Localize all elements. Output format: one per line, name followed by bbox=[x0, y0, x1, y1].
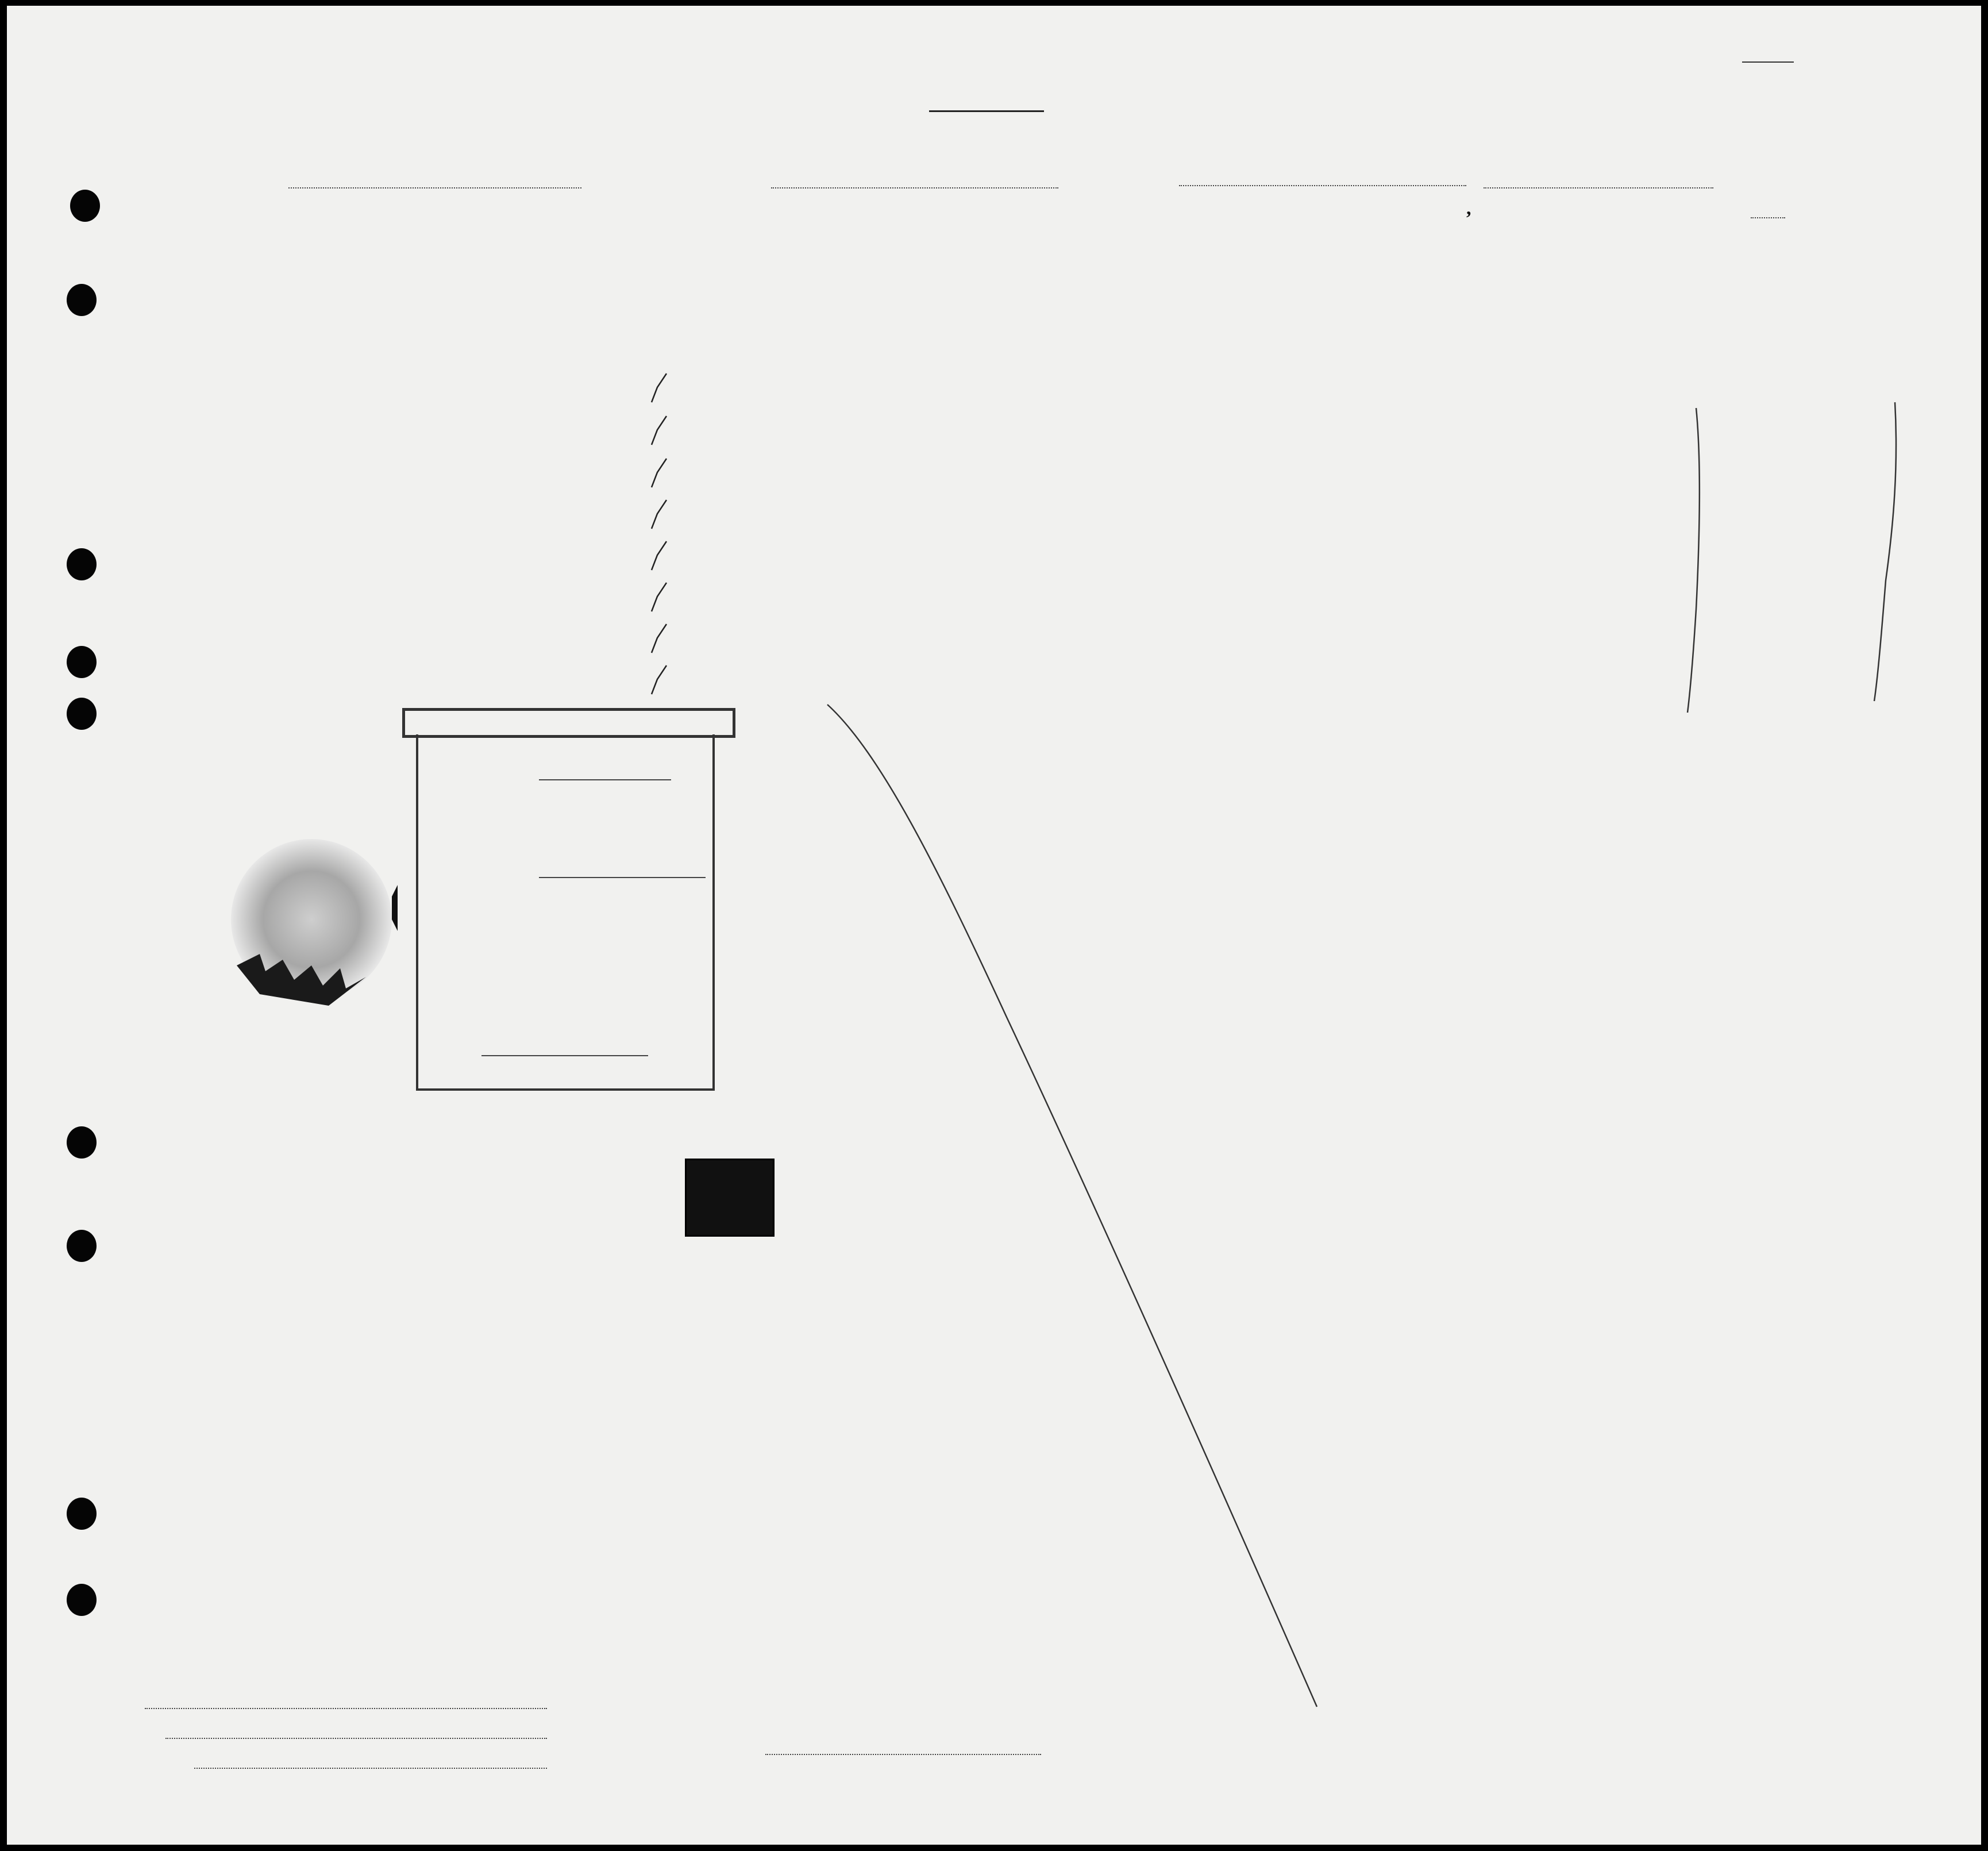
owners-field bbox=[165, 1738, 547, 1739]
manifest-page bbox=[7, 6, 1981, 1845]
journey-line bbox=[539, 877, 706, 878]
local-agents-field bbox=[194, 1768, 547, 1769]
embossed-seal bbox=[225, 822, 398, 1006]
embassy-visa-stamp bbox=[416, 734, 715, 1091]
inspector-field bbox=[765, 1754, 1041, 1755]
line-field bbox=[145, 1708, 547, 1709]
fee-stamp bbox=[685, 1159, 775, 1237]
classification-line bbox=[481, 1055, 648, 1056]
comma-sep: , bbox=[1466, 198, 1471, 219]
closed-with-stamp bbox=[402, 708, 735, 738]
visa-date-line bbox=[539, 779, 671, 780]
